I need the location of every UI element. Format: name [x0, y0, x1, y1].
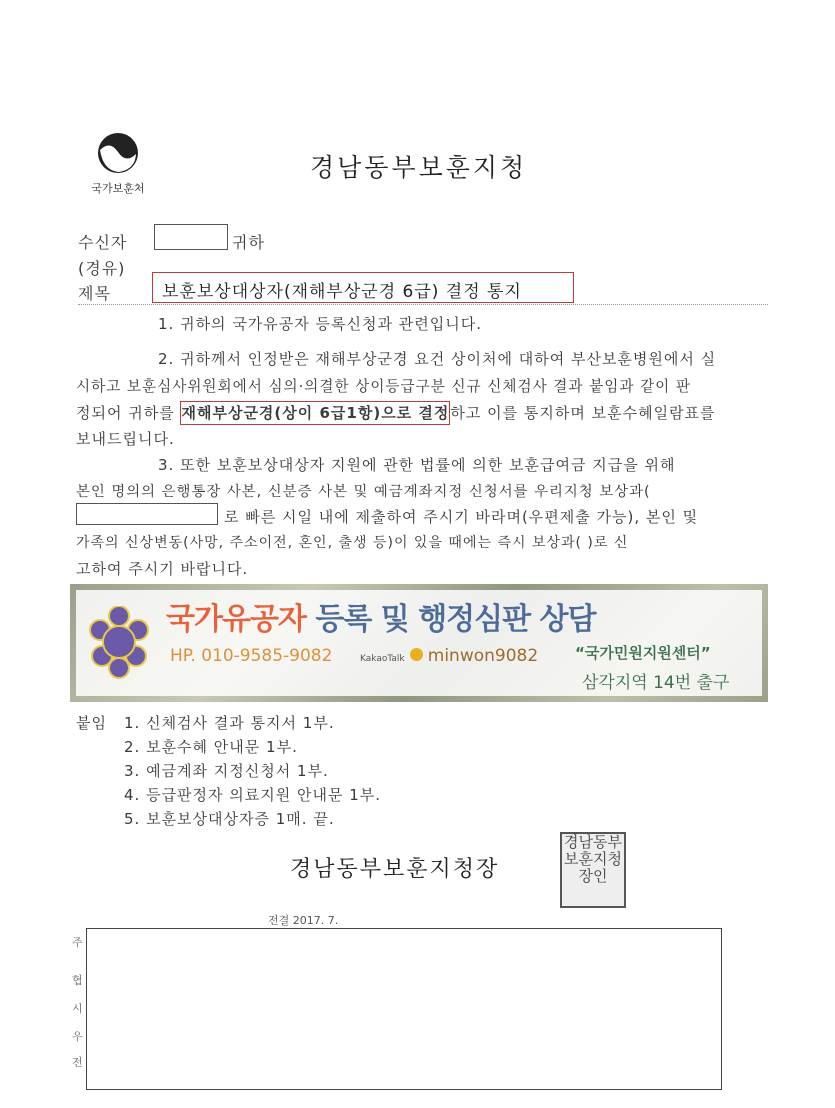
ad-title: [166, 594, 596, 638]
footer-box: [86, 928, 722, 1090]
kakao-icon: [410, 648, 423, 661]
paragraph-3-line-4: 가족의 신상변동(사망, 주소이전, 혼인, 출생 등)이 있을 때에는 즉시 보상과( )로 신: [76, 535, 629, 551]
logo-text: 국가보훈처: [91, 182, 145, 195]
attachment-item: 2. 보훈수혜 안내문 1부.: [124, 738, 298, 756]
side-label: 시: [72, 1002, 83, 1015]
ad-title-b: 등록 및 행정심판 상담: [315, 602, 596, 637]
ad-kakao[interactable]: [360, 646, 538, 666]
subject-label: 제목: [78, 284, 111, 303]
taegeuk-logo-icon: [95, 130, 141, 176]
paragraph-2-line-2: 시하고 보훈심사위원회에서 심의·의결한 상이등급구분 신규 신체검사 결과 붙임과 같이 판: [76, 378, 692, 395]
paragraph-3-line-2: 본인 명의의 은행통장 사본, 신분증 사본 및 예금계좌지정 신청서를 우리지청 보상과(: [76, 484, 651, 500]
subject-text: 보훈보상대상자(재해부상군경 6급) 결정 통지: [162, 282, 522, 302]
recipient-suffix: 귀하: [232, 233, 265, 252]
p2-pre: 정되어 귀하를: [76, 404, 181, 422]
paragraph-1: 1. 귀하의 국가유공자 등록신청과 관련입니다.: [158, 315, 482, 333]
ad-banner[interactable]: [70, 584, 768, 702]
attachments-label: 붙임: [76, 714, 107, 732]
side-label: 우: [72, 1030, 83, 1043]
ad-location: 삼각지역 14번 출구: [582, 673, 730, 693]
recipient-label: 수신자: [78, 233, 128, 252]
ad-title-a: 국가유공자: [166, 602, 306, 637]
side-label: 전: [72, 1056, 83, 1069]
official-seal: 경남동부보훈지청장인: [560, 832, 626, 908]
paragraph-3-line-5: 고하여 주시기 바랍니다.: [76, 560, 249, 578]
attachment-item: 5. 보훈보상대상자증 1매. 끝.: [124, 810, 335, 828]
kakao-id: minwon9082: [427, 646, 539, 666]
attachment-item: 4. 등급판정자 의료지원 안내문 1부.: [124, 786, 382, 804]
page-title: 경남동부보훈지청: [310, 153, 528, 182]
decision-highlight: 재해부상군경(상이 6급1항)으로 결정: [180, 401, 450, 425]
paragraph-3-line-1: 3. 또한 보훈보상대상자 지원에 관한 법률에 의한 보훈급여금 지급을 위해: [158, 456, 676, 474]
divider: [78, 304, 768, 305]
kakao-label: KakaoTalk: [360, 654, 405, 664]
logo: [88, 130, 148, 196]
ad-center: “국가민원지원센터”: [575, 644, 711, 662]
paragraph-2-line-4: 보내드립니다.: [76, 430, 175, 448]
p2-post: 하고 이를 통지하며 보훈수혜일람표를: [450, 404, 716, 422]
via-label: (경유): [78, 259, 126, 278]
paragraph-3-line-3: 로 빠른 시일 내에 제출하여 주시기 바라며(우편제출 가능), 본인 및: [224, 508, 699, 526]
ad-phone[interactable]: HP. 010-9585-9082: [170, 646, 333, 666]
recipient-field: [154, 224, 228, 250]
approval-date: 전결 2017. 7.: [268, 914, 339, 927]
emblem-icon: [88, 606, 150, 680]
side-label: 협: [72, 974, 83, 987]
attachment-item: 3. 예금계좌 지정신청서 1부.: [124, 762, 329, 780]
paragraph-2-line-1: 2. 귀하께서 인정받은 재해부상군경 요건 상이처에 대하여 부산보훈병원에서 실: [158, 350, 717, 368]
side-label: 주: [72, 936, 83, 949]
attachment-item: 1. 신체검사 결과 통지서 1부.: [124, 714, 335, 732]
redacted-phone-box: [76, 503, 218, 525]
signature-name: 경남동부보훈지청장: [290, 857, 500, 882]
paragraph-2-line-3: [76, 402, 716, 423]
